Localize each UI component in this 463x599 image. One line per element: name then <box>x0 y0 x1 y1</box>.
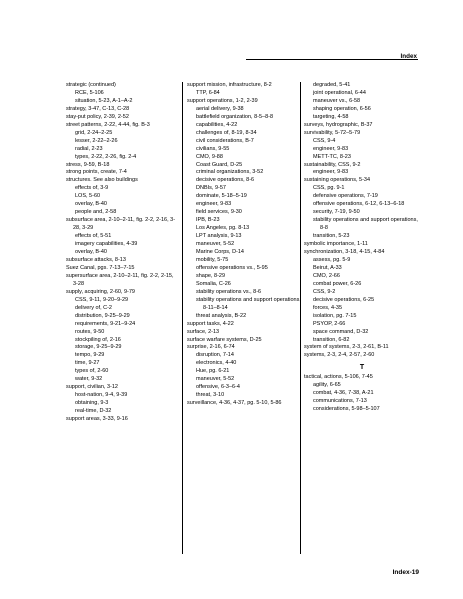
index-subentry: people and, 2-58 <box>75 209 117 216</box>
index-subentry: IPB, B-23 <box>196 217 220 224</box>
index-subentry: space command, D-32 <box>313 328 369 335</box>
index-subentry: maneuver vs., 6-58 <box>313 97 361 104</box>
index-subentry: security, 7-19, 9-50 <box>313 209 360 216</box>
index-subentry: decisive operations, 8-6 <box>196 177 255 184</box>
index-subentry: stability operations and support operations, 8-8 <box>313 217 418 232</box>
index-entry: surprise, 2-16, 6-74 <box>187 344 235 351</box>
index-subentry: types of, 2-60 <box>75 368 109 375</box>
index-subentry: time, 9-27 <box>75 360 100 367</box>
index-entry: street patterns, 2-22, 4-44, fig. B-3 <box>66 121 150 128</box>
index-subentry: obtaining, 9-3 <box>75 400 109 407</box>
index-subentry: isolation, pg. 7-15 <box>313 312 357 319</box>
index-subentry: civil considerations, B-7 <box>196 137 254 144</box>
index-subentry: imagery capabilities, 4-39 <box>75 241 138 248</box>
index-subentry: stockpiling of, 2-16 <box>75 336 121 343</box>
index-subentry: Hue, pg. 6-21 <box>196 368 230 375</box>
index-subentry: joint operational, 6-44 <box>313 89 366 96</box>
index-subentry: Beirut, A-33 <box>313 264 342 271</box>
index-entry: support, civilian, 3-12 <box>66 384 118 391</box>
index-subentry: electronics, 4-40 <box>196 360 237 367</box>
index-subentry: civilians, 9-55 <box>196 145 230 152</box>
index-subentry: maneuver, 5-52 <box>196 376 235 383</box>
index-subentry: effects of, 5-51 <box>75 233 112 240</box>
index-letter-heading: T <box>359 364 365 372</box>
index-entry: support operations, 1-2, 2-39 <box>187 97 258 104</box>
index-subentry: threat, 3-10 <box>196 392 225 399</box>
index-subentry: agility, 6-65 <box>313 382 341 389</box>
index-subentry: requirements, 9-21–9-24 <box>75 320 136 327</box>
index-subentry: criminal organizations, 3-52 <box>196 169 264 176</box>
index-subentry: degraded, 5-41 <box>313 82 351 88</box>
index-subentry: engineer, 9-83 <box>313 145 349 152</box>
index-subentry: radial, 2-23 <box>75 145 103 152</box>
index-subentry: dominate, 5-18–5-19 <box>196 193 247 200</box>
index-subentry: stability operations and support operations, 8-11–8-14 <box>196 296 301 311</box>
index-subentry: CMO, 2-66 <box>313 272 340 279</box>
index-subentry: maneuver, 5-52 <box>196 241 235 248</box>
index-entry: sustainability, CSS, 9-2 <box>304 161 361 168</box>
index-subentry: offensive, 6-3–6-4 <box>196 384 240 391</box>
index-subentry: engineer, 9-83 <box>313 169 349 176</box>
index-entry: Suez Canal, pgs. 7-13–7-15 <box>66 264 135 271</box>
index-entry: stress, 9-59, B-18 <box>66 161 110 168</box>
index-subentry: battlefield organization, 8-5–8-8 <box>196 113 274 120</box>
index-subentry: shaping operation, 6-56 <box>313 105 371 112</box>
index-entry: synchronization, 3-18, 4-15, 4-84 <box>304 249 385 256</box>
index-entry: support mission, infrastructure, 8-2 <box>187 82 272 88</box>
page-number: Index-19 <box>392 569 419 576</box>
index-subentry: overlay, B-40 <box>75 249 107 256</box>
index-subentry: TTP, 6-84 <box>196 89 220 96</box>
index-subentry: CSS, 9-2 <box>313 288 336 295</box>
index-entry: strategic (continued) <box>66 82 116 88</box>
index-subentry: disruption, 7-14 <box>196 352 234 359</box>
index-subentry: combat power, 6-26 <box>313 280 362 287</box>
index-subentry: field services, 9-30 <box>196 209 242 216</box>
index-subentry: stability operations vs., 8-6 <box>196 288 262 295</box>
index-subentry: mobility, 5-75 <box>196 256 229 263</box>
index-subentry: overlay, B-40 <box>75 201 107 208</box>
index-subentry: delivery of, C-2 <box>75 304 112 311</box>
index-entry: systems, 2-3, 2-4, 2-57, 2-60 <box>304 352 375 359</box>
index-entry: stay-put policy, 2-39, 2-52 <box>66 113 129 120</box>
index-subentry: host-nation, 9-4, 9-39 <box>75 392 128 399</box>
index-subentry: DNBIs, 9-57 <box>196 185 226 192</box>
index-entry: subsurface area, 2-10–2-11, fig. 2-2, 2-16, 3-28, 3-29 <box>66 217 176 232</box>
index-subentry: situation, 5-23, A-1–A-2 <box>75 97 133 104</box>
index-subentry: transition, 5-23 <box>313 233 350 240</box>
index-subentry: routes, 9-50 <box>75 328 105 335</box>
index-entry: surveys, hydrographic, B-37 <box>304 121 373 128</box>
index-subentry: challenges of, 8-19, 8-34 <box>196 129 257 136</box>
index-entry: strong points, create, 7-4 <box>66 169 127 176</box>
index-entry: sustaining operations, 5-34 <box>304 177 371 184</box>
index-subentry: LPT analysis, 9-13 <box>196 233 242 240</box>
index-subentry: types, 2-22, 2-26, fig. 2-4 <box>75 153 137 160</box>
index-subentry: targeting, 4-58 <box>313 113 349 120</box>
index-entry: subsurface attacks, 8-13 <box>66 256 126 263</box>
index-subentry: aerial delivery, 9-38 <box>196 105 244 112</box>
index-subentry: communications, 7-13 <box>313 398 367 405</box>
index-entry: support tasks, 4-22 <box>187 320 234 327</box>
index-subentry: CSS, 9-4 <box>313 137 336 144</box>
index-subentry: engineer, 9-83 <box>196 201 232 208</box>
index-entry: support areas, 3-33, 9-16 <box>66 416 128 423</box>
column-divider <box>182 82 183 554</box>
index-subentry: tempo, 9-29 <box>75 352 105 359</box>
index-entry: survivability, 5-72–5-79 <box>304 129 361 136</box>
index-subentry: Somalia, C-26 <box>196 280 231 287</box>
index-subentry: threat analysis, B-22 <box>196 312 247 319</box>
index-subentry: LOS, 5-60 <box>75 193 101 200</box>
index-subentry: defensive operations, 7-19 <box>313 193 378 200</box>
index-subentry: Marine Corps, D-14 <box>196 249 244 256</box>
index-subentry: offensive operations vs., 5-95 <box>196 264 268 271</box>
index-subentry: shape, 8-29 <box>196 272 226 279</box>
index-subentry: lesser, 2-22–2-26 <box>75 137 118 144</box>
index-column-1 <box>66 82 178 424</box>
index-subentry: offensive operations, 6-12, 6-13–6-18 <box>313 201 405 208</box>
index-subentry: capabilities, 4-22 <box>196 121 238 128</box>
index-subentry: Coast Guard, D-25 <box>196 161 243 168</box>
index-subentry: decisive operations, 6-25 <box>313 296 375 303</box>
index-column-2 <box>187 82 301 408</box>
index-subentry: combat, 4-36, 7-38, A-21 <box>313 390 374 397</box>
index-subentry: storage, 9-25–9-29 <box>75 344 122 351</box>
index-subentry: CSS, 9-11, 9-20–9-29 <box>75 296 129 303</box>
index-entry: supersurface area, 2-10–2-11, fig. 2-2, 2-15, 3-28 <box>66 272 174 287</box>
index-subentry: water, 9-32 <box>75 376 103 383</box>
index-entry: supply, acquiring, 2-60, 9-79 <box>66 288 135 295</box>
index-subentry: forces, 4-35 <box>313 304 343 311</box>
index-subentry: PSYOP, 2-66 <box>313 320 346 327</box>
column-divider <box>300 82 301 554</box>
index-entry: tactical, actions, 5-106, 7-45 <box>304 374 373 381</box>
index-subentry: distribution, 9-25–9-29 <box>75 312 130 319</box>
index-entry: structures. See also buildings <box>66 177 138 184</box>
index-subentry: CSS, pg. 9-1 <box>313 185 345 192</box>
index-subentry: Los Angeles, pg. 8-13 <box>196 225 250 232</box>
index-entry: symbolic importance, 1-11 <box>304 241 368 248</box>
index-subentry: CMO, 9-88 <box>196 153 223 160</box>
index-column-3 <box>304 82 420 414</box>
index-subentry: transition, 6-82 <box>313 336 350 343</box>
index-subentry: METT-TC, 8-23 <box>313 153 351 160</box>
index-entry: surveillance, 4-36, 4-37, pg. 5-10, 5-86 <box>187 400 282 407</box>
index-subentry: effects of, 3-9 <box>75 185 109 192</box>
index-entry: surface warfare systems, D-25 <box>187 336 262 343</box>
index-subentry: assess, pg. 5-9 <box>313 256 351 263</box>
index-subentry: grid, 2-24–2-25 <box>75 129 113 136</box>
index-subentry: real-time, D-32 <box>75 408 112 415</box>
header-rule <box>246 59 418 60</box>
index-subentry: RCE, 5-106 <box>75 89 104 96</box>
index-subentry: considerations, 5-98–5-107 <box>313 406 380 413</box>
index-entry: system of systems, 2-3, 2-61, B-11 <box>304 344 389 351</box>
running-header: Index <box>400 53 417 60</box>
index-entry: surface, 2-13 <box>187 328 220 335</box>
index-entry: strategy, 3-47, C-13, C-28 <box>66 105 130 112</box>
